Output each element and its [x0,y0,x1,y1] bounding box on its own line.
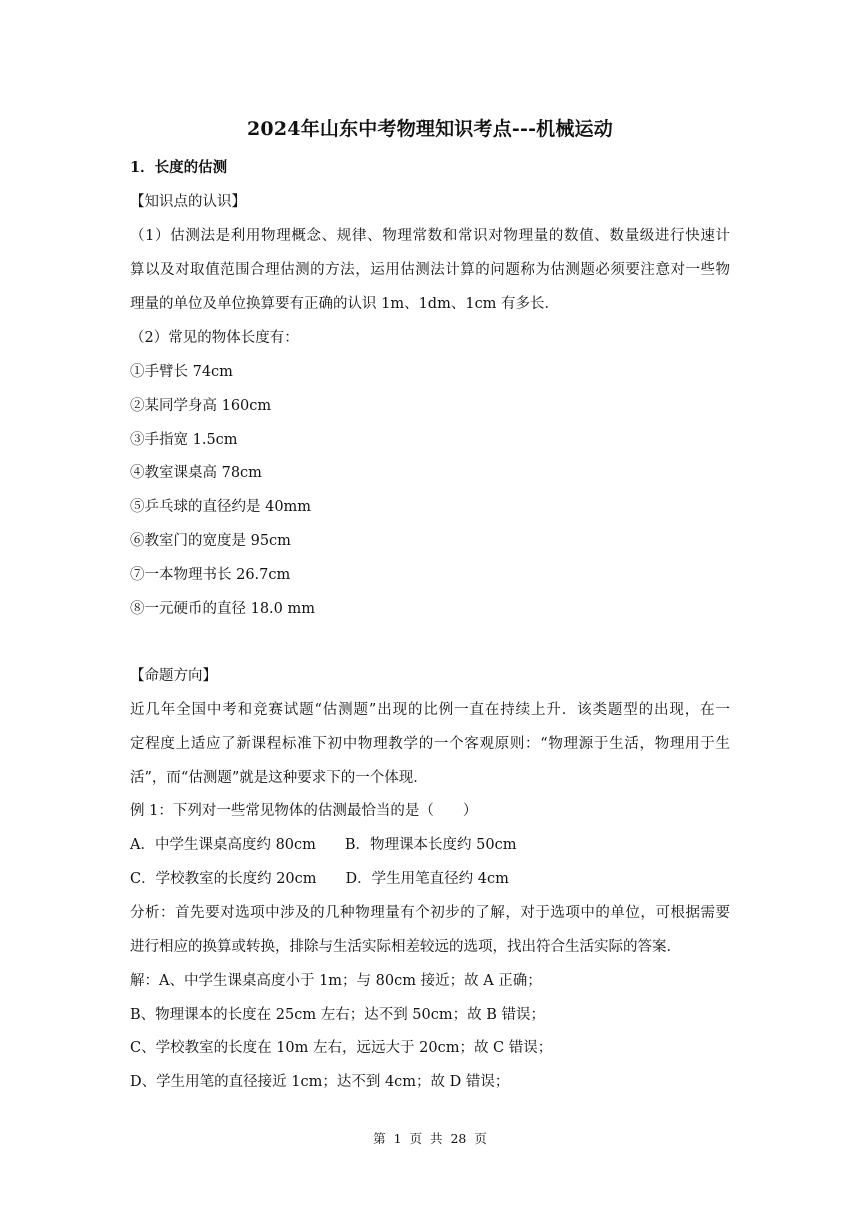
page-title: 2024年山东中考物理知识考点---机械运动 [247,118,613,140]
list-item: ①手臂长 74cm [130,364,233,380]
list-item: ⑦一本物理书长 26.7cm [130,567,291,583]
option-row: A．中学生课桌高度约 80cm B．物理课本长度约 50cm [130,837,517,853]
paragraph-line: 活”，而“估测题”就是这种要求下的一个体现． [130,770,428,786]
paragraph-line: 近几年全国中考和竞赛试题“估测题”出现的比例一直在持续上升．该类题型的出现，在一 [130,702,730,718]
analysis-line: 分析：首先要对选项中涉及的几种物理量有个初步的了解，对于选项中的单位，可根据需要 [130,905,730,921]
solution-line: C、学校教室的长度在 10m 左右，远远大于 20cm；故 C 错误； [130,1040,553,1056]
list-item: ⑥教室门的宽度是 95cm [130,533,291,549]
analysis-line: 进行相应的换算或转换，排除与生活实际相差较远的选项，找出符合生活实际的答案． [130,939,681,955]
example-question: 例 1：下列对一些常见物体的估测最恰当的是（ ） [130,803,478,819]
solution-line: D、学生用笔的直径接近 1cm；达不到 4cm；故 D 错误； [130,1074,510,1090]
knowledge-header: 【知识点的认识】 [130,194,246,210]
paragraph-line: 定程度上适应了新课程标准下初中物理教学的一个客观原则：“物理源于生活，物理用于生 [130,736,730,752]
paragraph-line: 算以及对取值范围合理估测的方法，运用估测法计算的问题称为估测题必须要注意对一些物 [130,262,730,278]
paragraph-line: 理量的单位及单位换算要有正确的认识 1m、1dm、1cm 有多长． [130,296,560,312]
option-row: C．学校教室的长度约 20cm D．学生用笔直径约 4cm [130,871,509,887]
section-heading: 1．长度的估测 [130,159,228,176]
list-item: ④教室课桌高 78cm [130,465,262,481]
list-item: ⑤乒乓球的直径约是 40mm [130,499,312,515]
direction-header: 【命题方向】 [130,668,217,684]
list-item: ③手指宽 1.5cm [130,432,238,448]
list-item: ⑧一元硬币的直径 18.0 mm [130,601,316,617]
list-item: ②某同学身高 160cm [130,398,272,414]
paragraph-line: （1）估测法是利用物理概念、规律、物理常数和常识对物理量的数值、数量级进行快速计 [130,228,730,244]
solution-line: B、物理课本的长度在 25cm 左右；达不到 50cm；故 B 错误； [130,1007,545,1023]
page-number-footer: 第 1 页 共 28 页 [373,1131,487,1146]
solution-line: 解：A、中学生课桌高度小于 1m；与 80cm 接近；故 A 正确； [130,973,542,989]
paragraph-line: （2）常见的物体长度有： [130,330,299,346]
